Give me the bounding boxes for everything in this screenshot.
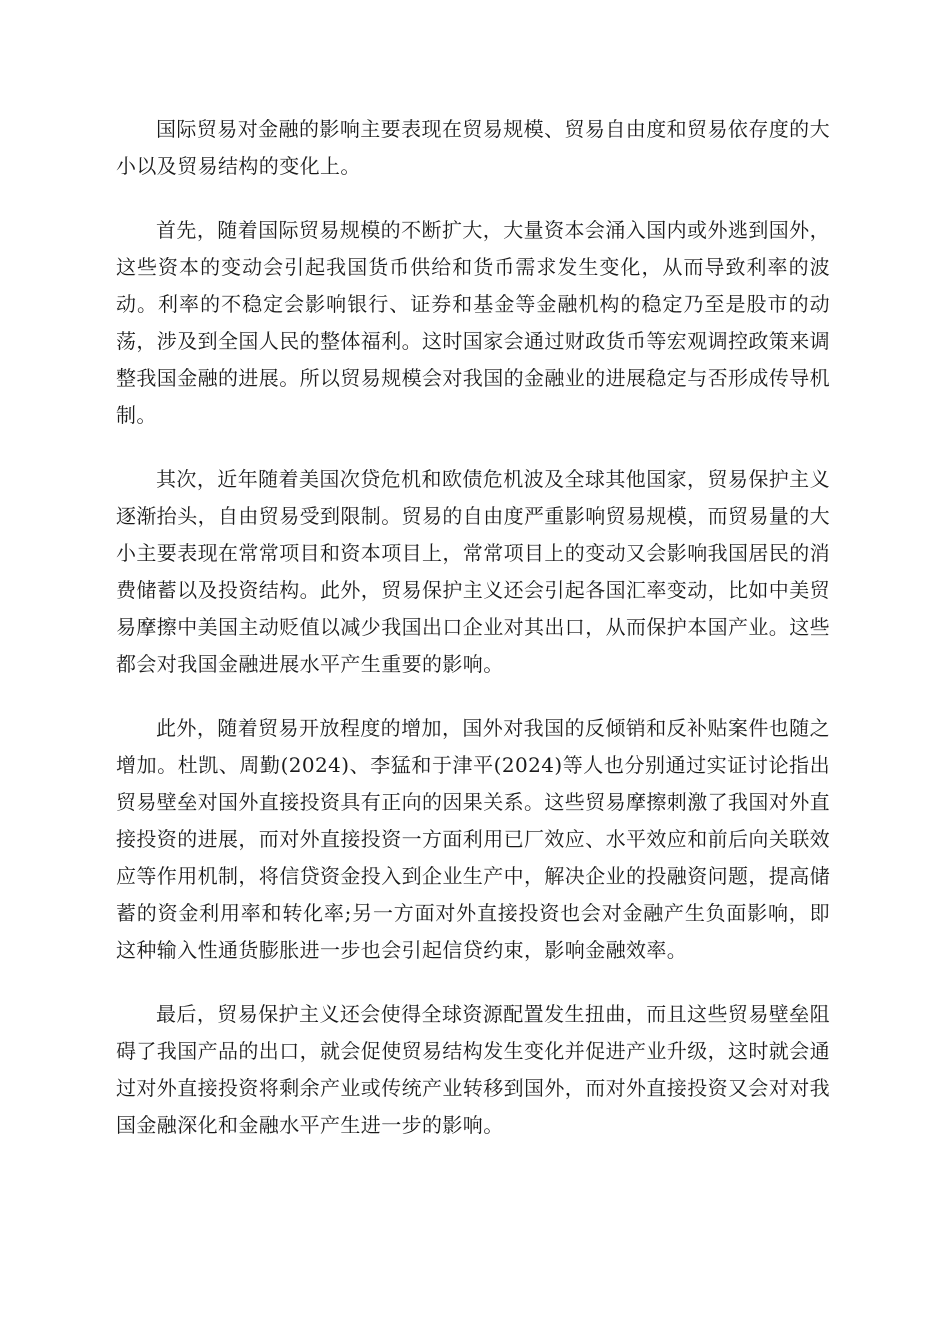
paragraph-second: 其次，近年随着美国次贷危机和欧债危机波及全球其他国家，贸易保护主义逐渐抬头，自由贸易受到限制。贸易的自由度严重影响贸易规模，而贸易量的大小主要表现在常常项目和资本项目上，常常项目上的变动又会影响我国居民的消费储蓄以及投资结构。此外，贸易保护主义还会引起各国汇率变动，比如中美贸易摩擦中美国主动贬值以减少我国出口企业对其出口，从而保护本国产业。这些都会对我国金融进展水平产生重要的影响。 [116,467,830,676]
paragraph-first: 首先，随着国际贸易规模的不断扩大，大量资本会涌入国内或外逃到国外，这些资本的变动会引起我国货币供给和货币需求发生变化，从而导致利率的波动。利率的不稳定会影响银行、证券和基金等金融机构的稳定乃至是股市的动荡，涉及到全国人民的整体福利。这时国家会通过财政货币等宏观调控政策来调整我国金融的进展。所以贸易规模会对我国的金融业的进展稳定与否形成传导机制。 [116,218,830,427]
paragraph-last: 最后，贸易保护主义还会使得全球资源配置发生扭曲，而且这些贸易壁垒阻碍了我国产品的出口，就会促使贸易结构发生变化并促进产业升级，这时就会通过对外直接投资将剩余产业或传统产业转移到国外，而对外直接投资又会对对我国金融深化和金融水平产生进一步的影响。 [116,1002,830,1137]
paragraph-third: 此外，随着贸易开放程度的增加，国外对我国的反倾销和反补贴案件也随之增加。杜凯、周勤(2024)、李猛和于津平(2024)等人也分别通过实证讨论指出贸易壁垒对国外直接投资具有正向的因果关系。这些贸易摩擦刺激了我国对外直接投资的进展，而对外直接投资一方面利用已厂效应、水平效应和前后向关联效应等作用机制，将信贷资金投入到企业生产中，解决企业的投融资问题，提高储蓄的资金利用率和转化率;另一方面对外直接投资也会对金融产生负面影响，即这种输入性通货膨胀进一步也会引起信贷约束，影响金融效率。 [116,716,830,962]
paragraph-intro: 国际贸易对金融的影响主要表现在贸易规模、贸易自由度和贸易依存度的大小以及贸易结构的变化上。 [116,117,830,178]
document-body [116,111,830,1171]
